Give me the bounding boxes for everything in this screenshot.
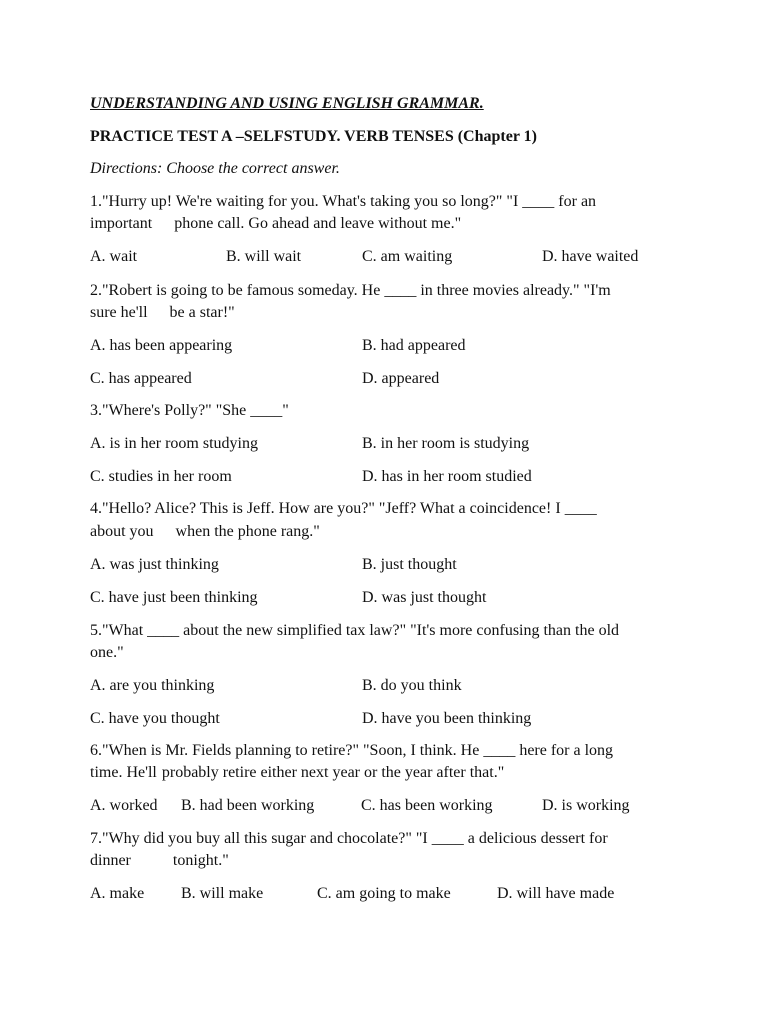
question-7-line-2 bbox=[90, 850, 229, 872]
question-4-line-1: 4."Hello? Alice? This is Jeff. How are you?" "Jeff? What a coincidence! I ____ bbox=[90, 500, 597, 517]
question-6-line-1: 6."When is Mr. Fields planning to retire?" "Soon, I think. He ____ here for a long bbox=[90, 742, 614, 759]
question-4-line-2-start: about you bbox=[90, 523, 154, 540]
document-subtitle: PRACTICE TEST A –SELFSTUDY. VERB TENSES (Chapter 1) bbox=[90, 128, 537, 145]
question-6-option-b[interactable]: B. had been working bbox=[181, 797, 315, 814]
question-1-line-1: 1."Hurry up! We're waiting for you. What's taking you so long?" "I ____ for an bbox=[90, 193, 597, 210]
question-7-line-2-end: tonight." bbox=[172, 852, 229, 869]
question-3-option-c[interactable]: C. studies in her room bbox=[90, 468, 232, 485]
question-2-line-2-end: be a star!" bbox=[169, 304, 235, 321]
question-3-option-a[interactable]: A. is in her room studying bbox=[90, 435, 258, 452]
question-6-option-c[interactable]: C. has been working bbox=[361, 797, 493, 814]
question-1-line-2 bbox=[90, 213, 461, 235]
question-5-option-d[interactable]: D. have you been thinking bbox=[362, 710, 532, 727]
question-7-line-2-start: dinner bbox=[90, 852, 131, 869]
question-6-line-2 bbox=[90, 762, 504, 784]
question-4-line-2 bbox=[90, 521, 320, 543]
question-2-option-d[interactable]: D. appeared bbox=[362, 370, 440, 387]
question-6-option-d[interactable]: D. is working bbox=[542, 797, 630, 814]
question-4-option-c[interactable]: C. have just been thinking bbox=[90, 589, 258, 606]
question-1-option-a[interactable]: A. wait bbox=[90, 248, 138, 265]
question-3-option-d[interactable]: D. has in her room studied bbox=[362, 468, 532, 485]
question-4-line-2-end: when the phone rang." bbox=[175, 523, 320, 540]
question-2-option-b[interactable]: B. had appeared bbox=[362, 337, 466, 354]
question-2-line-2 bbox=[90, 302, 235, 324]
question-2-line-1: 2."Robert is going to be famous someday. He ____ in three movies already." "I'm bbox=[90, 282, 611, 299]
question-5-option-a[interactable]: A. are you thinking bbox=[90, 677, 215, 694]
question-5-option-b[interactable]: B. do you think bbox=[362, 677, 462, 694]
question-4-option-a[interactable]: A. was just thinking bbox=[90, 556, 219, 573]
question-6-line-2-end: probably retire either next year or the year after that." bbox=[161, 764, 505, 781]
question-1-option-b[interactable]: B. will wait bbox=[226, 248, 302, 265]
question-7-option-a[interactable]: A. make bbox=[90, 885, 145, 902]
question-1-option-c[interactable]: C. am waiting bbox=[362, 248, 453, 265]
question-3-option-b[interactable]: B. in her room is studying bbox=[362, 435, 530, 452]
question-5-option-c[interactable]: C. have you thought bbox=[90, 710, 220, 727]
question-6-line-2-start: time. He'll bbox=[90, 764, 157, 781]
question-2-option-a[interactable]: A. has been appearing bbox=[90, 337, 233, 354]
question-1-option-d[interactable]: D. have waited bbox=[542, 248, 639, 265]
question-2-option-c[interactable]: C. has appeared bbox=[90, 370, 192, 387]
question-6-option-a[interactable]: A. worked bbox=[90, 797, 158, 814]
question-5-line-1: 5."What ____ about the new simplified tax law?" "It's more confusing than the old bbox=[90, 622, 620, 639]
document-title: UNDERSTANDING AND USING ENGLISH GRAMMAR. bbox=[90, 95, 484, 112]
question-7-line-1: 7."Why did you buy all this sugar and chocolate?" "I ____ a delicious dessert for bbox=[90, 830, 608, 847]
question-7-option-c[interactable]: C. am going to make bbox=[317, 885, 451, 902]
question-4-option-b[interactable]: B. just thought bbox=[362, 556, 457, 573]
directions: Directions: Choose the correct answer. bbox=[90, 160, 340, 177]
question-1-line-2-start: important bbox=[90, 215, 153, 232]
question-1-line-2-end: phone call. Go ahead and leave without me." bbox=[174, 215, 462, 232]
question-2-line-2-start: sure he'll bbox=[90, 304, 148, 321]
question-7-option-b[interactable]: B. will make bbox=[181, 885, 264, 902]
question-4-option-d[interactable]: D. was just thought bbox=[362, 589, 487, 606]
question-7-option-d[interactable]: D. will have made bbox=[497, 885, 615, 902]
question-5-line-2: one." bbox=[90, 644, 124, 661]
question-3-line-1: 3."Where's Polly?" "She ____" bbox=[90, 402, 289, 419]
